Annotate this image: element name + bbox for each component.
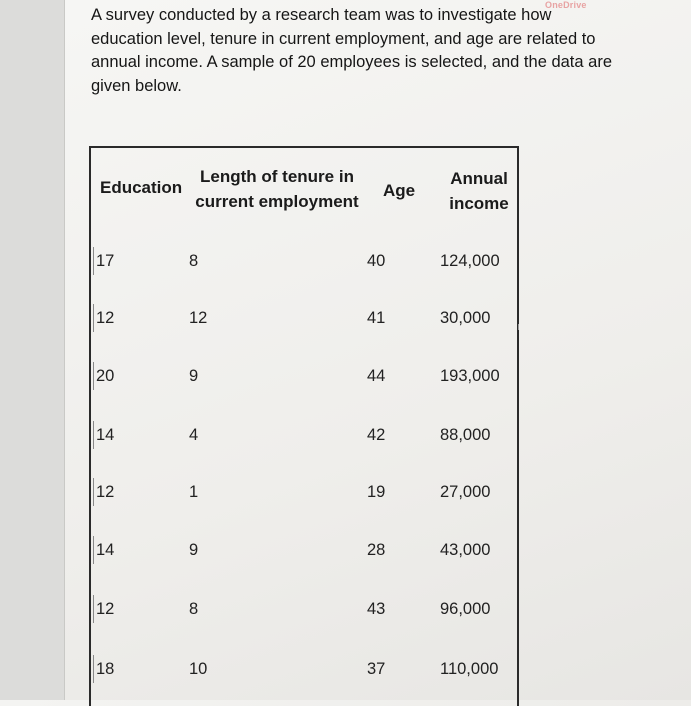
table-row <box>91 478 517 510</box>
cell-age: 37 <box>367 660 386 678</box>
cell-age: 19 <box>367 483 386 501</box>
header-education: Education <box>100 178 183 197</box>
cell-education: 14 <box>93 421 126 449</box>
cell-education: 12 <box>93 304 126 332</box>
cell-age: 42 <box>367 426 386 444</box>
cell-tenure: 1 <box>189 483 199 501</box>
prompt-line-2: education level, tenure in current employment, and age are related to <box>91 29 596 48</box>
prompt-line-4: given below. <box>91 76 182 95</box>
prompt-line-1: A survey conducted by a research team was to investigate how <box>91 6 552 24</box>
table-row <box>91 362 517 394</box>
onedrive-badge: OneDrive <box>545 0 587 10</box>
cell-income: 30,000 <box>440 309 491 327</box>
header-income-line-2: income <box>449 194 509 213</box>
cell-tenure: 8 <box>189 600 199 618</box>
cell-education: 20 <box>93 362 126 390</box>
header-tenure <box>191 164 363 214</box>
table-row <box>91 655 517 687</box>
prompt-line-3: annual income. A sample of 20 employees is selected, and the data are <box>91 53 612 71</box>
page-left-margin <box>0 0 64 700</box>
cell-tenure: 12 <box>189 309 208 327</box>
table-row <box>91 536 517 568</box>
header-income-line-1: Annual <box>450 169 508 188</box>
cell-tenure: 10 <box>189 660 208 678</box>
cell-income: 27,000 <box>440 483 491 501</box>
header-tenure-line-2: current employment <box>195 192 359 211</box>
cell-income: 88,000 <box>440 426 491 444</box>
cell-tenure: 9 <box>189 541 199 559</box>
cell-education: 17 <box>93 247 126 275</box>
question-prompt <box>91 4 651 98</box>
cell-age: 43 <box>367 600 386 618</box>
header-age: Age <box>382 181 416 200</box>
cell-income: 110,000 <box>440 660 499 678</box>
header-income <box>441 166 517 216</box>
cell-income: 193,000 <box>440 367 500 385</box>
header-tenure-line-1: Length of tenure in <box>200 167 354 186</box>
cell-income: 124,000 <box>440 252 500 270</box>
cell-tenure: 9 <box>189 367 199 385</box>
cell-age: 40 <box>367 252 386 270</box>
cell-age: 44 <box>367 367 386 385</box>
cell-tenure: 8 <box>189 252 199 270</box>
cell-age: 28 <box>367 541 386 559</box>
data-table <box>89 146 519 706</box>
cell-education: 18 <box>93 655 126 683</box>
table-row <box>91 304 517 336</box>
table-row <box>91 421 517 453</box>
cell-age: 41 <box>367 309 386 327</box>
cell-income: 43,000 <box>440 541 491 559</box>
cell-education: 14 <box>93 536 126 564</box>
cell-education: 12 <box>93 478 126 506</box>
table-row <box>91 595 517 627</box>
table-row <box>91 247 517 279</box>
cell-education: 12 <box>93 595 126 623</box>
cell-income: 96,000 <box>440 600 491 618</box>
cell-tenure: 4 <box>189 426 199 444</box>
